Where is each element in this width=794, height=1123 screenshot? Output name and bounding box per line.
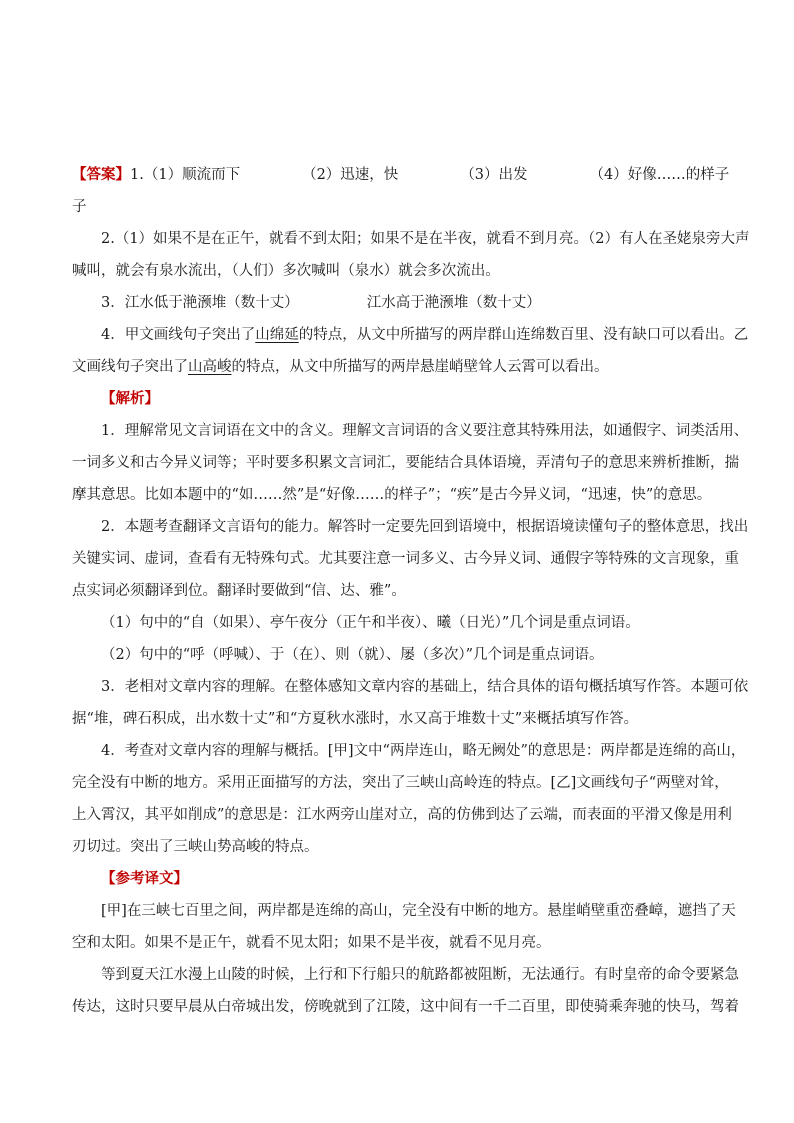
translation-p2-line-1: 等到夏天江水漫上山陵的时候，上行和下行船只的航路都被阻断，无法通行。有时皇帝的命令要紧急 — [101, 967, 739, 983]
answer-q4-line2-pre: 文画线句子突出了 — [72, 359, 188, 375]
answer-q2-part-b: 有人在圣姥泉旁大声 — [619, 231, 750, 247]
answer-q1-item-1: （1）顺流而下 — [143, 167, 241, 183]
answer-q4-pre: 4．甲文画线句子突出了 — [101, 327, 256, 343]
answer-q4-underline-2: 山高峻 — [188, 359, 232, 375]
answer-label: 【答案】 — [72, 166, 130, 183]
answer-q4-line-2 — [72, 357, 722, 377]
analysis-p2-sub-1: （1）句中的“自（如果）、亭午夜分（正午和半夜）、曦（日光）”几个词是重点词语。 — [101, 615, 640, 631]
analysis-p1-line-1: 1．理解常见文言词语在文中的含义。理解文言词语的含义要注意其特殊用法，如通假字、词类活用、 — [101, 423, 749, 439]
answer-q1-item-2: （2）迅速，快 — [302, 167, 399, 183]
analysis-p1-line-2: 一词多义和古今异义词等；平时要多积累文言词汇，要能结合具体语境，弄清句子的意思来辨析推断，揣 — [72, 455, 739, 471]
analysis-p4-line-1: 4．考查对文章内容的理解与概括。[甲]文中“两岸连山，略无阙处”的意思是：两岸都是连绵的高山， — [101, 743, 746, 759]
answer-q3-line — [101, 293, 721, 313]
answer-q2-line-1 — [101, 229, 750, 249]
answer-q4-line2-post: 的特点，从文中所描写的两岸悬崖峭壁耸人云霄可以看出。 — [231, 359, 609, 375]
analysis-p1-line-3: 摩其意思。比如本题中的“如……然”是“好像……的样子”；“疾”是古今异义词，“迅速，快”的意思。 — [72, 487, 712, 503]
answer-q4-underline-1: 山绵延 — [255, 327, 299, 343]
answer-q4-mid: 的特点，从文中所描写的两岸群山连绵数百里、没有缺口可以看出。乙 — [298, 327, 749, 343]
analysis-p2-line-1: 2．本题考查翻译文言语句的能力。解答时一定要先回到语境中，根据语境读懂句子的整体意思，找出 — [101, 519, 749, 535]
answer-q1-item-3: （3）出发 — [460, 167, 528, 183]
answer-q2-line-2: 喊叫，就会有泉水流出，（人们）多次喊叫（泉水）就会多次流出。 — [72, 263, 500, 279]
answer-q4-line-1 — [101, 325, 749, 345]
translation-label: 【参考译文】 — [101, 870, 188, 887]
translation-p1-line-1: [甲]在三峡七百里之间，两岸都是连绵的高山，完全没有中断的地方。悬崖峭壁重峦叠嶂，遮挡了天 — [101, 903, 736, 919]
analysis-p3-line-2: 据“堆，碑石积成，出水数十丈”和“方夏秋水涨时，水又高于堆数十丈”来概括填写作答。 — [72, 711, 639, 727]
analysis-p3-line-1: 3．老相对文章内容的理解。在整体感知文章内容的基础上，结合具体的语句概括填写作答。本题可依 — [101, 679, 749, 695]
analysis-label: 【解析】 — [101, 390, 159, 407]
answer-q1-continuation: 子 — [72, 199, 87, 215]
answer-q1-line — [72, 165, 730, 185]
analysis-p2-line-2: 关键实词、虚词，查看有无特殊句式。尤其要注意一词多义、古今异义词、通假字等特殊的文言现象，重 — [72, 551, 739, 567]
translation-p1-line-2: 空和太阳。如果不是正午，就看不见太阳；如果不是半夜，就看不见月亮。 — [72, 935, 551, 951]
analysis-p2-sub-2: （2）句中的“呼（呼喊）、于（在）、则（就）、屡（多次）”几个词是重点词语。 — [101, 647, 604, 663]
analysis-p4-line-4: 刃切过。突出了三峡山势高峻的特点。 — [72, 839, 319, 855]
analysis-p2-line-3: 点实词必须翻译到位。翻译时要做到“信、达、雅”。 — [72, 583, 406, 599]
answer-q1-prefix: 1. — [130, 167, 144, 183]
analysis-p4-line-2: 完全没有中断的地方。采用正面描写的方法，突出了三峡山高岭连的特点。[乙]文画线句子“两壁对耸， — [72, 775, 729, 791]
answer-q3-b: 江水高于滟滪堆（数十丈） — [366, 295, 541, 311]
answer-q2-part-a: 2.（1）如果不是在正午，就看不到太阳；如果不是在半夜，就看不到月亮。（2） — [101, 231, 620, 247]
analysis-p4-line-3: 上入霄汉，其平如削成”的意思是：江水两旁山崖对立，高的仿佛到达了云端，而表面的平滑又像是用利 — [72, 807, 732, 823]
translation-p2-line-2: 传达，这时只要早晨从白帝城出发，傍晚就到了江陵，这中间有一千二百里，即使骑乘奔驰的快马，驾着 — [72, 999, 739, 1015]
answer-q3-a: 3．江水低于滟滪堆（数十丈） — [101, 295, 299, 311]
answer-q1-item-4: （4）好像……的样子 — [589, 167, 730, 183]
